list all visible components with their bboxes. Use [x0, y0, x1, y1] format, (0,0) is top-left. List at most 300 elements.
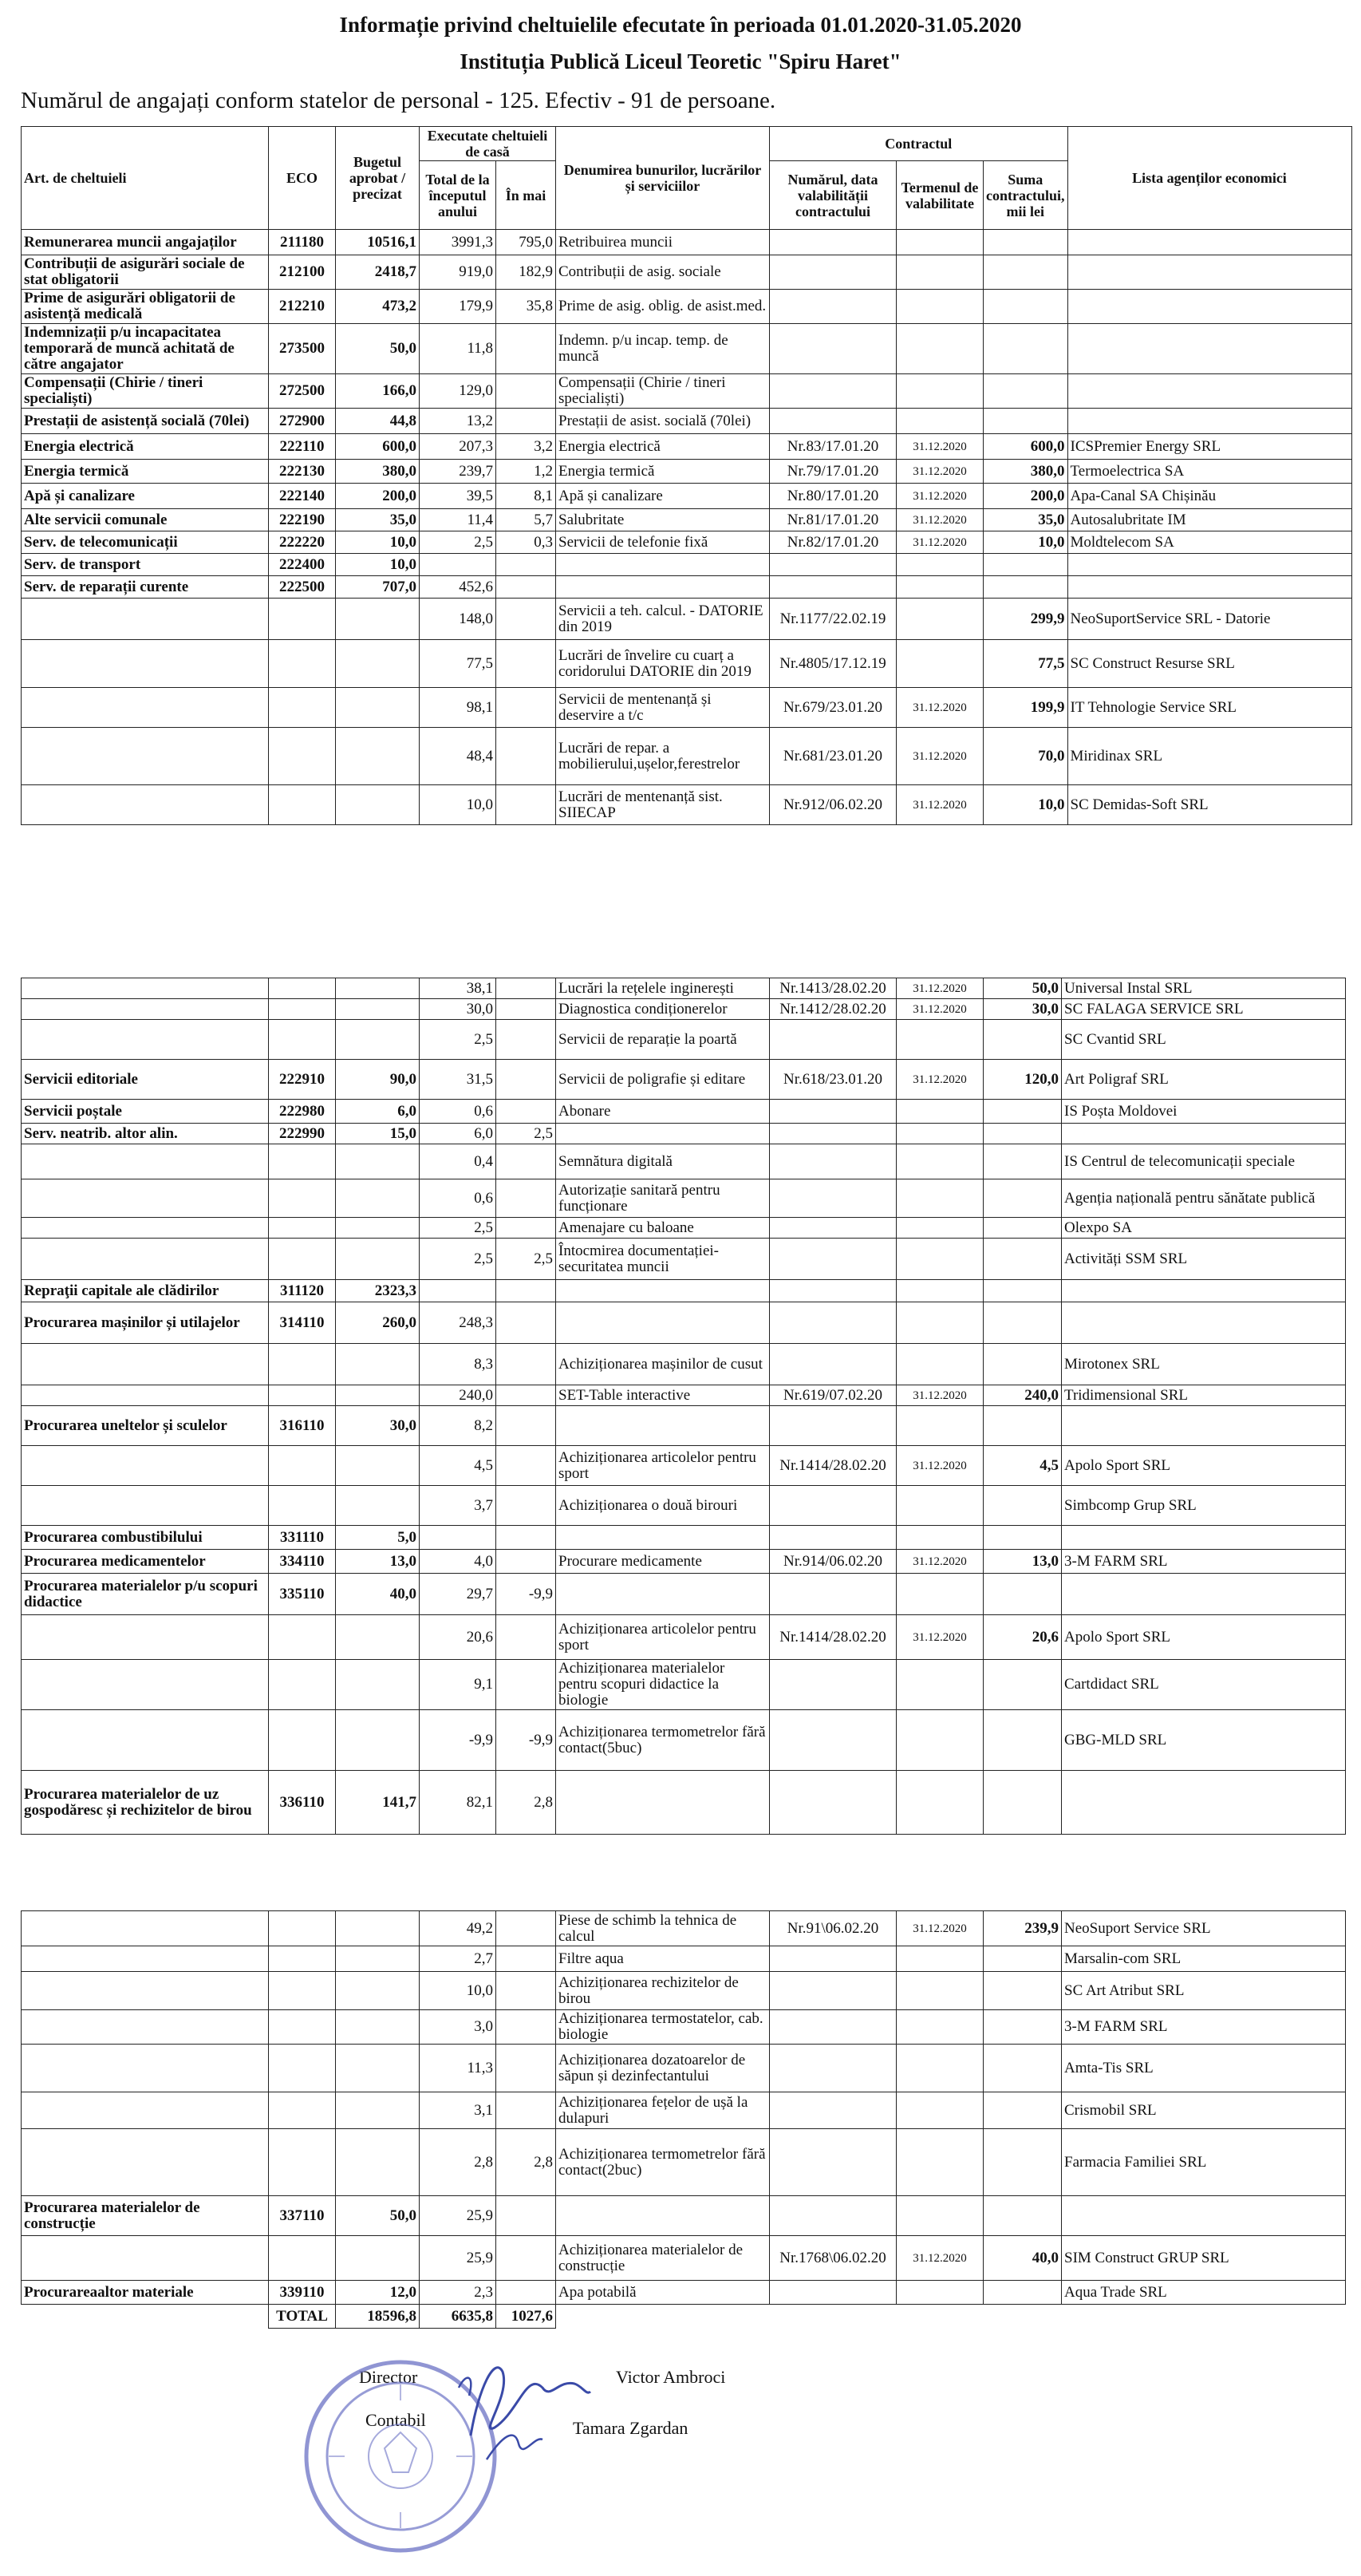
- table-row: [22, 554, 1352, 576]
- row-contract-term: 31.12.2020: [897, 1060, 984, 1100]
- row-contract-sum: [984, 576, 1068, 599]
- row-contract-term: [897, 1218, 984, 1239]
- row-agent: IS Poșta Moldovei: [1062, 1100, 1346, 1124]
- row-total: 10,0: [420, 785, 496, 825]
- row-mai: [496, 1218, 556, 1239]
- row-contract-term: [897, 290, 984, 324]
- row-buget: [336, 2045, 420, 2092]
- col-total: Total de la începutul anului: [420, 161, 496, 230]
- row-buget: 30,0: [336, 1406, 420, 1446]
- table-row: [22, 290, 1352, 324]
- table-row: [22, 509, 1352, 531]
- table-row: [22, 1344, 1346, 1385]
- table-row: [22, 1446, 1346, 1486]
- row-buget: 600,0: [336, 434, 420, 460]
- row-mai: [496, 2045, 556, 2092]
- row-contract-sum: [984, 2092, 1062, 2129]
- row-buget: 10,0: [336, 554, 420, 576]
- row-buget: 10516,1: [336, 230, 420, 255]
- row-eco: [269, 599, 336, 640]
- row-contract-sum: [984, 1486, 1062, 1526]
- row-article: [22, 1615, 269, 1660]
- row-contract-sum: [984, 1660, 1062, 1710]
- row-total: 3991,3: [420, 230, 496, 255]
- row-total: 239,7: [420, 460, 496, 484]
- row-agent: GBG-MLD SRL: [1062, 1710, 1346, 1771]
- row-agent: Termoelectrica SA: [1067, 460, 1351, 484]
- row-article: Procurarea uneltelor și sculelor: [22, 1406, 269, 1446]
- row-total: 148,0: [420, 599, 496, 640]
- row-buget: [336, 1615, 420, 1660]
- row-article: Procurarea materialelor de construcție: [22, 2196, 269, 2236]
- row-mai: [496, 640, 556, 688]
- row-total: 207,3: [420, 434, 496, 460]
- table-row: [22, 978, 1346, 999]
- table-row: [22, 1771, 1346, 1835]
- row-agent: Activități SSM SRL: [1062, 1239, 1346, 1280]
- row-eco: [269, 2236, 336, 2281]
- row-denumire: Lucrări de mentenanță sist. SIIECAP: [556, 785, 770, 825]
- row-denumire: Amenajare cu baloane: [556, 1218, 770, 1239]
- row-eco: [269, 640, 336, 688]
- row-contract-term: [897, 1144, 984, 1179]
- row-eco: 211180: [269, 230, 336, 255]
- row-buget: [336, 1144, 420, 1179]
- row-agent: Apolo Sport SRL: [1062, 1615, 1346, 1660]
- row-contract-number: [770, 1526, 897, 1550]
- table-row: [22, 2129, 1346, 2196]
- row-contract-sum: [984, 1100, 1062, 1124]
- row-denumire: [556, 1771, 770, 1835]
- row-mai: [496, 1344, 556, 1385]
- row-contract-number: [770, 1020, 897, 1060]
- row-mai: [496, 1615, 556, 1660]
- row-denumire: Piese de schimb la tehnica de calcul: [556, 1911, 770, 1946]
- row-contract-sum: [984, 1344, 1062, 1385]
- total-executat: 6635,8: [420, 2305, 496, 2329]
- table-row: [22, 1144, 1346, 1179]
- row-mai: 0,3: [496, 531, 556, 554]
- row-eco: 222220: [269, 531, 336, 554]
- col-eco: ECO: [269, 127, 336, 230]
- row-total: 29,7: [420, 1574, 496, 1615]
- row-mai: 2,8: [496, 1771, 556, 1835]
- row-agent: [1067, 290, 1351, 324]
- row-total: 179,9: [420, 290, 496, 324]
- row-denumire: Contribuții de asig. sociale: [556, 255, 770, 290]
- row-total: 2,5: [420, 1020, 496, 1060]
- row-contract-number: [770, 1144, 897, 1179]
- row-agent: Olexpo SA: [1062, 1218, 1346, 1239]
- row-agent: Art Poligraf SRL: [1062, 1060, 1346, 1100]
- row-buget: [336, 1911, 420, 1946]
- row-contract-number: Nr.619/07.02.20: [770, 1385, 897, 1406]
- row-contract-sum: [984, 1124, 1062, 1144]
- table-row: [22, 434, 1352, 460]
- row-buget: 12,0: [336, 2281, 420, 2305]
- row-buget: 473,2: [336, 290, 420, 324]
- row-mai: [496, 576, 556, 599]
- row-contract-sum: 239,9: [984, 1911, 1062, 1946]
- row-mai: [496, 688, 556, 728]
- director-label: Director: [359, 2367, 418, 2387]
- row-denumire: Achiziționarea dozatoarelor de săpun și dezinfectantului: [556, 2045, 770, 2092]
- row-contract-term: [897, 409, 984, 434]
- row-mai: 8,1: [496, 484, 556, 509]
- table-row: [22, 1385, 1346, 1406]
- row-buget: [336, 2010, 420, 2045]
- row-buget: [336, 1020, 420, 1060]
- row-mai: [496, 1060, 556, 1100]
- row-agent: [1062, 1406, 1346, 1446]
- row-buget: 2323,3: [336, 1280, 420, 1302]
- table-row: [22, 1486, 1346, 1526]
- row-denumire: [556, 1302, 770, 1344]
- row-article: [22, 999, 269, 1020]
- row-contract-term: [897, 2196, 984, 2236]
- row-contract-sum: [984, 1239, 1062, 1280]
- row-eco: 222400: [269, 554, 336, 576]
- row-total: 2,5: [420, 1239, 496, 1280]
- row-mai: -9,9: [496, 1710, 556, 1771]
- row-mai: -9,9: [496, 1574, 556, 1615]
- row-mai: [496, 554, 556, 576]
- row-mai: [496, 2236, 556, 2281]
- row-eco: 272500: [269, 374, 336, 409]
- row-article: Procurarea materialelor p/u scopuri didactice: [22, 1574, 269, 1615]
- row-contract-number: [770, 255, 897, 290]
- row-contract-term: [897, 255, 984, 290]
- row-contract-sum: 4,5: [984, 1446, 1062, 1486]
- row-agent: ICSPremier Energy SRL: [1067, 434, 1351, 460]
- row-article: Apă și canalizare: [22, 484, 269, 509]
- row-eco: [269, 1615, 336, 1660]
- row-contract-number: [770, 1239, 897, 1280]
- institution-name: Instituția Publică Liceul Teoretic "Spiru Haret": [460, 49, 901, 73]
- table-row: [22, 1060, 1346, 1100]
- row-article: Procurarea mașinilor și utilajelor: [22, 1302, 269, 1344]
- row-contract-number: [770, 1771, 897, 1835]
- row-buget: 40,0: [336, 1574, 420, 1615]
- col-contractul: Contractul: [770, 127, 1068, 161]
- row-eco: [269, 1020, 336, 1060]
- row-agent: [1062, 1771, 1346, 1835]
- row-agent: Moldtelecom SA: [1067, 531, 1351, 554]
- row-mai: [496, 1972, 556, 2010]
- row-article: [22, 1344, 269, 1385]
- row-eco: [269, 1239, 336, 1280]
- row-contract-sum: [984, 1710, 1062, 1771]
- row-contract-term: [897, 1179, 984, 1218]
- row-contract-sum: 199,9: [984, 688, 1068, 728]
- row-total: 129,0: [420, 374, 496, 409]
- row-contract-sum: [984, 1526, 1062, 1550]
- row-denumire: Energia electrică: [556, 434, 770, 460]
- table-row: [22, 640, 1352, 688]
- row-denumire: Întocmirea documentației-securitatea muncii: [556, 1239, 770, 1280]
- row-contract-term: [897, 1660, 984, 1710]
- row-contract-number: [770, 2129, 897, 2196]
- row-article: [22, 688, 269, 728]
- row-eco: [269, 785, 336, 825]
- row-contract-sum: [984, 1972, 1062, 2010]
- row-buget: [336, 1660, 420, 1710]
- row-agent: [1062, 1526, 1346, 1550]
- row-article: Compensații (Chirie / tineri specialiști): [22, 374, 269, 409]
- row-eco: [269, 2129, 336, 2196]
- row-buget: [336, 2236, 420, 2281]
- row-contract-number: [770, 576, 897, 599]
- row-agent: Simbcomp Grup SRL: [1062, 1486, 1346, 1526]
- row-total: 48,4: [420, 728, 496, 785]
- row-mai: [496, 1446, 556, 1486]
- row-contract-term: 31.12.2020: [897, 509, 984, 531]
- row-contract-term: 31.12.2020: [897, 1385, 984, 1406]
- row-total: 2,7: [420, 1946, 496, 1972]
- row-denumire: Apă și canalizare: [556, 484, 770, 509]
- row-contract-sum: [984, 1280, 1062, 1302]
- row-contract-number: [770, 1710, 897, 1771]
- row-agent: Aqua Trade SRL: [1062, 2281, 1346, 2305]
- row-eco: 314110: [269, 1302, 336, 1344]
- row-denumire: Autorizație sanitară pentru funcționare: [556, 1179, 770, 1218]
- row-eco: [269, 2010, 336, 2045]
- row-total: 0,6: [420, 1100, 496, 1124]
- row-contract-number: [770, 1302, 897, 1344]
- table-row: [22, 230, 1352, 255]
- row-denumire: Apa potabilă: [556, 2281, 770, 2305]
- row-denumire: [556, 554, 770, 576]
- row-article: [22, 2236, 269, 2281]
- row-contract-term: 31.12.2020: [897, 460, 984, 484]
- row-agent: Agenția națională pentru sănătate publică: [1062, 1179, 1346, 1218]
- table-row: [22, 728, 1352, 785]
- row-denumire: Compensații (Chirie / tineri specialiști): [556, 374, 770, 409]
- row-total: 9,1: [420, 1660, 496, 1710]
- row-total: -9,9: [420, 1710, 496, 1771]
- row-eco: 222980: [269, 1100, 336, 1124]
- row-contract-number: Nr.91\06.02.20: [770, 1911, 897, 1946]
- row-total: 31,5: [420, 1060, 496, 1100]
- row-contract-sum: 299,9: [984, 599, 1068, 640]
- table-row: [22, 999, 1346, 1020]
- row-total: 20,6: [420, 1615, 496, 1660]
- row-buget: 2418,7: [336, 255, 420, 290]
- row-buget: 15,0: [336, 1124, 420, 1144]
- row-total: 30,0: [420, 999, 496, 1020]
- row-article: [22, 1144, 269, 1179]
- row-total: 49,2: [420, 1911, 496, 1946]
- row-total: 3,1: [420, 2092, 496, 2129]
- row-buget: [336, 978, 420, 999]
- row-buget: [336, 688, 420, 728]
- row-eco: 335110: [269, 1574, 336, 1615]
- row-eco: [269, 2092, 336, 2129]
- row-contract-term: 31.12.2020: [897, 434, 984, 460]
- table-row: [22, 1946, 1346, 1972]
- row-buget: 90,0: [336, 1060, 420, 1100]
- row-article: [22, 1179, 269, 1218]
- row-mai: [496, 1100, 556, 1124]
- row-mai: [496, 2092, 556, 2129]
- row-eco: [269, 1144, 336, 1179]
- expenses-table-part-3: [21, 1910, 1346, 2329]
- row-denumire: Achiziționarea fețelor de ușă la dulapuri: [556, 2092, 770, 2129]
- row-agent: SC Construct Resurse SRL: [1067, 640, 1351, 688]
- row-eco: [269, 1660, 336, 1710]
- row-denumire: Filtre aqua: [556, 1946, 770, 1972]
- row-article: [22, 728, 269, 785]
- row-contract-term: [897, 2092, 984, 2129]
- row-contract-number: [770, 409, 897, 434]
- row-contract-sum: [984, 374, 1068, 409]
- row-contract-number: Nr.1414/28.02.20: [770, 1615, 897, 1660]
- row-contract-number: [770, 1344, 897, 1385]
- row-mai: [496, 1280, 556, 1302]
- row-agent: [1062, 1280, 1346, 1302]
- row-eco: [269, 1972, 336, 2010]
- row-contract-term: [897, 1710, 984, 1771]
- row-denumire: Achiziționarea articolelor pentru sport: [556, 1446, 770, 1486]
- row-mai: 35,8: [496, 290, 556, 324]
- col-termenul: Termenul de valabilitate: [897, 161, 984, 230]
- row-eco: 273500: [269, 324, 336, 374]
- row-buget: [336, 1946, 420, 1972]
- row-eco: 336110: [269, 1771, 336, 1835]
- row-contract-term: [897, 640, 984, 688]
- row-denumire: [556, 1526, 770, 1550]
- row-mai: [496, 1179, 556, 1218]
- table-row: [22, 1972, 1346, 2010]
- row-eco: 272900: [269, 409, 336, 434]
- row-buget: [336, 1385, 420, 1406]
- row-denumire: Semnătura digitală: [556, 1144, 770, 1179]
- row-agent: [1062, 1302, 1346, 1344]
- row-buget: 44,8: [336, 409, 420, 434]
- row-denumire: Retribuirea muncii: [556, 230, 770, 255]
- row-contract-number: [770, 1218, 897, 1239]
- row-article: Energia termică: [22, 460, 269, 484]
- row-contract-number: [770, 324, 897, 374]
- row-denumire: Achiziționarea mașinilor de cusut: [556, 1344, 770, 1385]
- col-denumire: Denumirea bunurilor, lucrărilor și serviciilor: [556, 127, 770, 230]
- row-contract-sum: 77,5: [984, 640, 1068, 688]
- row-eco: [269, 978, 336, 999]
- row-article: [22, 785, 269, 825]
- row-contract-number: [770, 1406, 897, 1446]
- row-contract-term: [897, 1526, 984, 1550]
- col-exec: Executate cheltuieli de casă: [420, 127, 556, 161]
- row-article: [22, 2010, 269, 2045]
- row-total: 10,0: [420, 1972, 496, 2010]
- row-eco: 212100: [269, 255, 336, 290]
- row-article: Serv. de telecomunicații: [22, 531, 269, 554]
- row-agent: [1067, 374, 1351, 409]
- table-row: [22, 374, 1352, 409]
- row-buget: [336, 1179, 420, 1218]
- row-article: Serv. neatrib. altor alin.: [22, 1124, 269, 1144]
- row-article: Procurarea materialelor de uz gospodăresc și rechizitelor de birou: [22, 1771, 269, 1835]
- row-total: 6,0: [420, 1124, 496, 1144]
- row-article: Contribuții de asigurări sociale de stat obligatorii: [22, 255, 269, 290]
- row-mai: 3,2: [496, 434, 556, 460]
- row-contract-term: [897, 1946, 984, 1972]
- row-agent: SC FALAGA SERVICE SRL: [1062, 999, 1346, 1020]
- row-contract-term: [897, 1344, 984, 1385]
- table-row: [22, 1615, 1346, 1660]
- row-contract-number: [770, 1660, 897, 1710]
- row-total: 0,4: [420, 1144, 496, 1179]
- row-buget: [336, 2092, 420, 2129]
- row-buget: 50,0: [336, 324, 420, 374]
- row-contract-sum: [984, 2129, 1062, 2196]
- row-eco: [269, 1946, 336, 1972]
- row-mai: [496, 1020, 556, 1060]
- row-mai: [496, 1486, 556, 1526]
- row-eco: 222130: [269, 460, 336, 484]
- row-contract-number: [770, 554, 897, 576]
- table-row: [22, 2010, 1346, 2045]
- row-buget: [336, 2129, 420, 2196]
- row-article: [22, 1446, 269, 1486]
- row-article: [22, 1972, 269, 2010]
- table-row: [22, 1302, 1346, 1344]
- table-row: [22, 1280, 1346, 1302]
- table-row: [22, 2281, 1346, 2305]
- row-mai: [496, 2281, 556, 2305]
- row-contract-term: 31.12.2020: [897, 1446, 984, 1486]
- table-row: [22, 460, 1352, 484]
- row-denumire: Salubritate: [556, 509, 770, 531]
- row-buget: 35,0: [336, 509, 420, 531]
- row-contract-number: [770, 1972, 897, 2010]
- row-mai: 182,9: [496, 255, 556, 290]
- col-suma: Suma contractului, mii lei: [984, 161, 1068, 230]
- row-contract-number: Nr.1413/28.02.20: [770, 978, 897, 999]
- row-contract-number: [770, 1946, 897, 1972]
- row-mai: 2,5: [496, 1239, 556, 1280]
- row-total: 8,3: [420, 1344, 496, 1385]
- row-denumire: Procurare medicamente: [556, 1550, 770, 1574]
- row-denumire: Indemn. p/u incap. temp. de muncă: [556, 324, 770, 374]
- table-row: [22, 2092, 1346, 2129]
- row-denumire: [556, 576, 770, 599]
- row-total: 11,8: [420, 324, 496, 374]
- row-contract-term: [897, 324, 984, 374]
- row-article: Serv. de transport: [22, 554, 269, 576]
- row-mai: 2,8: [496, 2129, 556, 2196]
- row-contract-sum: [984, 2045, 1062, 2092]
- row-contract-sum: [984, 1771, 1062, 1835]
- row-total: 2,5: [420, 1218, 496, 1239]
- row-agent: Miridinax SRL: [1067, 728, 1351, 785]
- row-contract-sum: 10,0: [984, 531, 1068, 554]
- row-total: [420, 1280, 496, 1302]
- row-denumire: Achiziționarea termometrelor fără contact(5buc): [556, 1710, 770, 1771]
- row-denumire: Achiziționarea materialelor de construcție: [556, 2236, 770, 2281]
- row-eco: [269, 2045, 336, 2092]
- row-eco: 337110: [269, 2196, 336, 2236]
- row-article: [22, 2045, 269, 2092]
- row-contract-term: 31.12.2020: [897, 1615, 984, 1660]
- table-row: [22, 2045, 1346, 2092]
- row-mai: [496, 978, 556, 999]
- row-contract-term: 31.12.2020: [897, 484, 984, 509]
- row-eco: 222110: [269, 434, 336, 460]
- row-contract-sum: 50,0: [984, 978, 1062, 999]
- table-row: [22, 1710, 1346, 1771]
- row-agent: Universal Instal SRL: [1062, 978, 1346, 999]
